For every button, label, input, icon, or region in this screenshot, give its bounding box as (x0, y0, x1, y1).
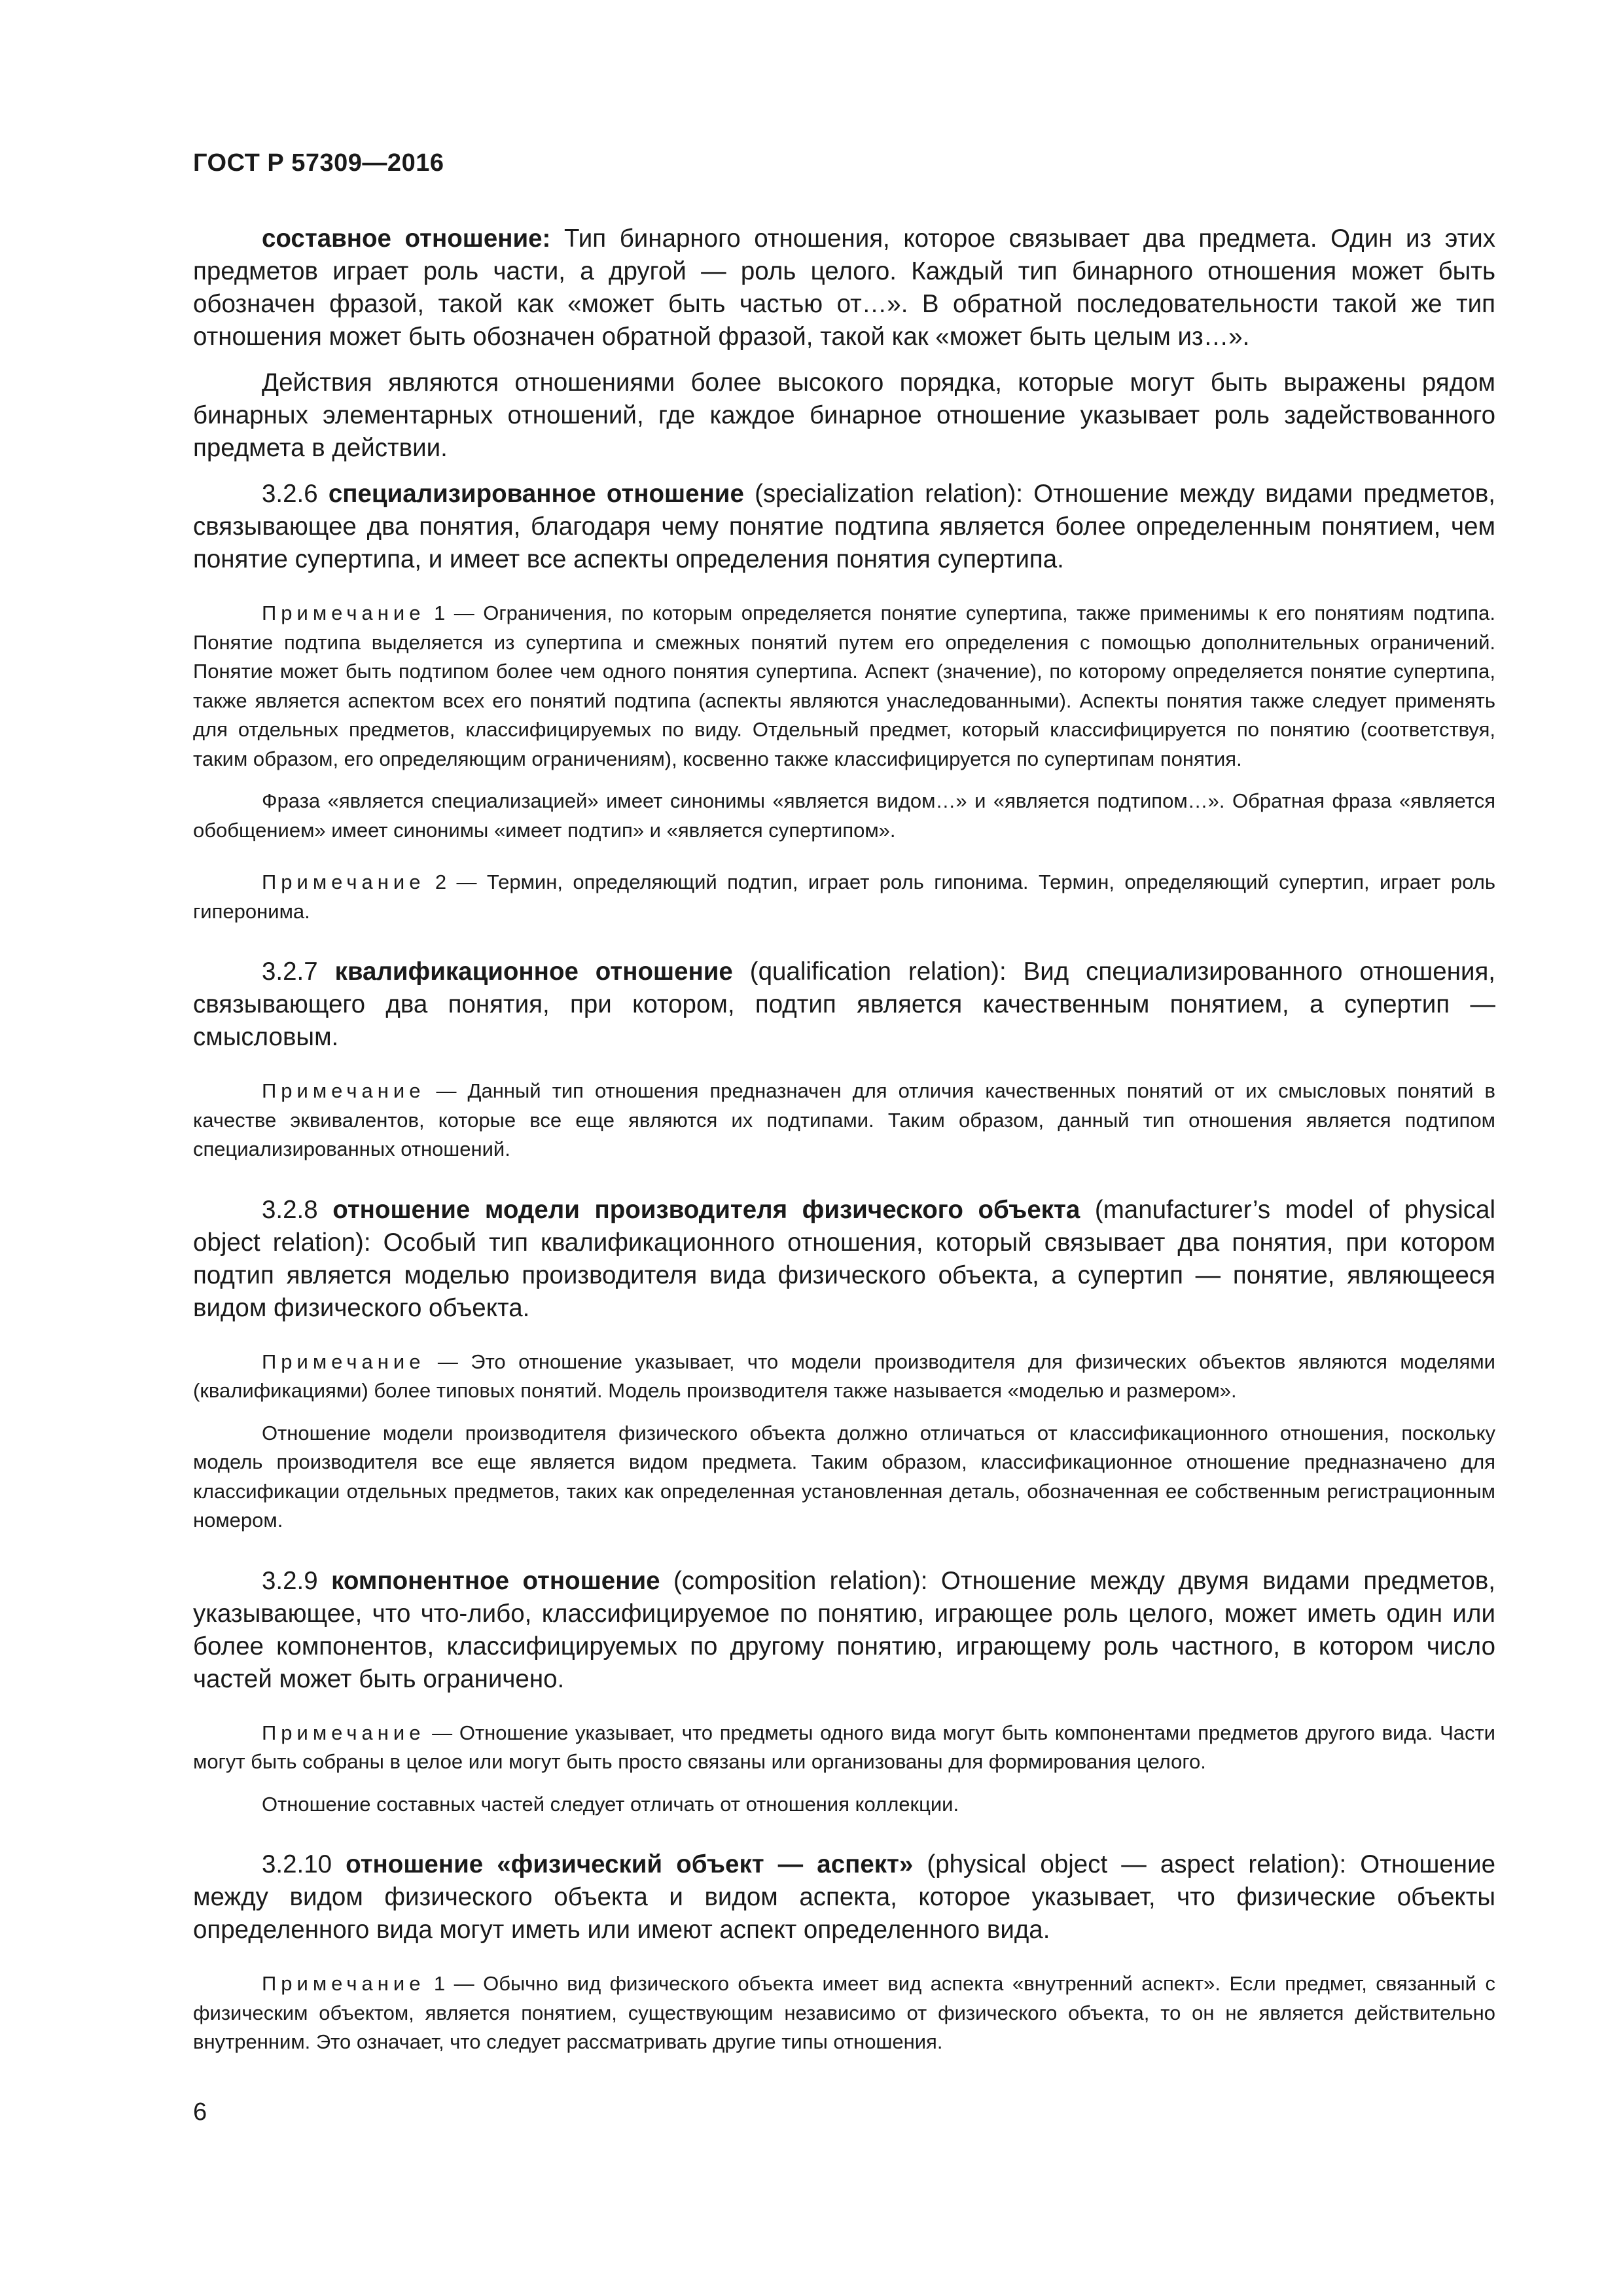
note-text: 2 — Термин, определяющий подтип, играет роль гипонима. Термин, определяющий супертип, играет роль гиперонима. (193, 870, 1495, 923)
note-3-2-10-1 (193, 1969, 1495, 2057)
note-label: Примечание (262, 870, 425, 893)
clause-number: 3.2.8 (262, 1195, 333, 1224)
clause-3-2-7 (193, 956, 1495, 1054)
note-label: Примечание (262, 1079, 425, 1102)
term: отношение «физический объект — аспект» (346, 1850, 914, 1878)
note-synonyms: Фраза «является специализацией» имеет синонимы «является видом…» и «является подтипом…». Обратная фраза «является обобщением» имеет синонимы «имеет подтип» и «является супертипом». (193, 789, 1495, 842)
definition-text: (composition relation): Отношение между двумя видами предметов, указывающее, что что-либо, классифицируемое по понятию, играющее роль целого, может иметь один или более компонентов, классифицируемых по другому понятию, играющему роль частного, в котором число частей может быть ограничено. (193, 1566, 1495, 1693)
definition-text: (manufacturer’s model of physical object relation): Особый тип квалификационного отношения, который связывает два понятия, при котором подтип является моделью производителя вида физического объекта, а супертип — понятие, являющееся видом физического объекта. (193, 1195, 1496, 1322)
definition-text: (qualification relation): Вид специализированного отношения, связывающего два понятия, при котором, подтип является качественным понятием, а супертип — смысловым. (193, 958, 1496, 1051)
note-label: Примечание (262, 1972, 425, 1995)
paragraph-composite-relation (193, 223, 1495, 353)
note-label: Примечание (262, 1350, 425, 1373)
note-3-2-7 (193, 1077, 1495, 1164)
note-label: Примечание (262, 601, 425, 624)
term: составное отношение: (262, 224, 551, 253)
term: специализированное отношение (328, 480, 744, 508)
definition-text: (physical object — aspect relation): Отношение между видом физического объекта и видом аспекта, которое указывает, что физические объекты определенного вида могут иметь или имеют аспект определенного вида. (193, 1850, 1495, 1944)
document-body (193, 223, 1495, 2057)
clause-number: 3.2.7 (262, 958, 335, 986)
page-number: 6 (193, 2098, 207, 2126)
document-page (193, 0, 1495, 2296)
clause-number: 3.2.9 (262, 1566, 332, 1595)
term: квалификационное отношение (334, 958, 733, 986)
note-3-2-9-continued: Отношение составных частей следует отличать от отношения коллекции. (262, 1792, 959, 1816)
note-3-2-6-1 (193, 599, 1495, 774)
clause-3-2-6 (193, 478, 1495, 576)
clause-3-2-10 (193, 1848, 1495, 1946)
clause-number: 3.2.6 (262, 480, 329, 508)
note-3-2-6-2 (193, 868, 1495, 926)
clause-3-2-8 (193, 1194, 1495, 1325)
paragraph-actions: Действия являются отношениями более высокого порядка, которые могут быть выражены рядом бинарных элементарных отношений, где каждое бинарное отношение указывает роль задействованного предмета в действии. (193, 368, 1495, 462)
definition-text: (specialization relation): Отношение между видами предметов, связывающее два понятия, благодаря чему понятие подтипа является более определенным понятием, чем понятие супертипа, и имеет все аспекты определения понятия супертипа. (193, 480, 1495, 573)
note-text: — Данный тип отношения предназначен для отличия качественных понятий от их смысловых понятий в качестве эквивалентов, которые все еще являются их подтипами. Таким образом, данный тип отношения является подтипом специализированных отношений. (193, 1079, 1495, 1160)
note-text: 1 — Ограничения, по которым определяется понятие супертипа, также применимы к его понятиям подтипа. Понятие подтипа выделяется из супертипа и смежных понятий путем его определения с помощью дополнительных ограничений. Понятие может быть подтипом более чем одного понятия супертипа. Аспект (значение), по которому определяется понятие супертипа, также является аспектом всех его понятий подтипа (аспекты являются унаследованными). Аспекты понятия также следует применять для отдельных предметов, классифицируемых по виду. Отдельный предмет, который классифицируется по понятию (соответствуя, таким образом, его определяющим ограничениям), косвенно также классифицируется по супертипам понятия. (193, 601, 1495, 770)
clause-number: 3.2.10 (262, 1850, 346, 1878)
note-text: — Отношение указывает, что предметы одного вида могут быть компонентами предметов другого вида. Части могут быть собраны в целое или могут быть просто связаны или организованы для формирования целого. (193, 1721, 1495, 1773)
definition-text: Тип бинарного отношения, которое связывает два предмета. Один из этих предметов играет роль части, а другой — роль целого. Каждый тип бинарного отношения может быть обозначен фразой, такой как «может быть частью от…». В обратной последовательности такой же тип отношения может быть обозначен обратной фразой, такой как «может быть целым из…». (193, 224, 1495, 351)
note-text: — Это отношение указывает, что модели производителя для физических объектов являются моделями (квалификациями) более типовых понятий. Модель производителя также называется «моделью и размером». (193, 1350, 1495, 1402)
note-text: 1 — Обычно вид физического объекта имеет вид аспекта «внутренний аспект». Если предмет, связанный с физическим объектом, является понятием, существующим независимо от физического объекта, то он не является действительно внутренним. Это означает, что следует рассматривать другие типы отношения. (193, 1972, 1495, 2053)
note-label: Примечание (262, 1721, 425, 1744)
note-3-2-8 (193, 1348, 1495, 1406)
note-3-2-8-continued: Отношение модели производителя физического объекта должно отличаться от классификационного отношения, поскольку модель производителя все еще является видом предмета. Таким образом, классификационное отношение предназначено для классификации отдельных предметов, таких как определенная установленная деталь, обозначенная ее собственным регистрационным номером. (193, 1421, 1495, 1532)
note-3-2-9 (193, 1719, 1495, 1777)
clause-3-2-9 (193, 1565, 1495, 1696)
document-header: ГОСТ Р 57309—2016 (193, 149, 444, 177)
term: отношение модели производителя физического объекта (332, 1195, 1080, 1224)
term: компонентное отношение (331, 1566, 660, 1595)
